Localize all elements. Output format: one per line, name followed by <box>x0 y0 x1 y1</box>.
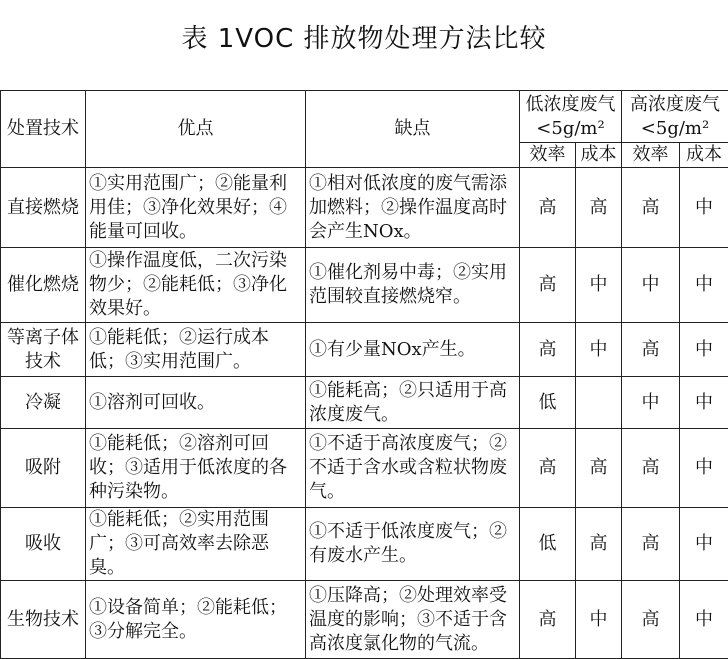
row-tech: 生物技术 <box>1 581 86 659</box>
row-tech: 催化燃烧 <box>1 248 86 323</box>
row-pros: ①能耗低；②运行成本低；③实用范围广。 <box>86 323 306 377</box>
row-cost-high: 中 <box>680 377 728 429</box>
header-low-concentration <box>520 91 622 143</box>
row-pros: ①操作温度低，二次污染物少；②能耗低；③净化效果好。 <box>86 248 306 323</box>
row-tech: 直接燃烧 <box>1 168 86 248</box>
header-pros: 优点 <box>86 91 306 168</box>
row-cost-low: 中 <box>576 248 622 323</box>
header-high-concentration <box>622 91 728 143</box>
row-tech: 冷凝 <box>1 377 86 429</box>
table-row <box>1 429 728 508</box>
row-cons: ①不适于高浓度废气；②不适于含水或含粒状物废气。 <box>306 429 520 508</box>
header-low-sub: <5g/m² <box>523 117 618 141</box>
table-row <box>1 377 728 429</box>
row-pros: ①溶剂可回收。 <box>86 377 306 429</box>
row-cons: ①压降高；②处理效率受温度的影响；③不适于含高浓度氯化物的气流。 <box>306 581 520 659</box>
row-eff-high: 高 <box>622 323 680 377</box>
row-cost-high: 中 <box>680 168 728 248</box>
row-eff-low: 低 <box>520 377 576 429</box>
row-eff-low: 高 <box>520 581 576 659</box>
row-tech: 等离子体技术 <box>1 323 86 377</box>
table-row <box>1 168 728 248</box>
header-cons: 缺点 <box>306 91 520 168</box>
row-cost-high: 中 <box>680 508 728 581</box>
row-pros: ①设备简单；②能耗低；③分解完全。 <box>86 581 306 659</box>
table-row <box>1 323 728 377</box>
row-cons: ①催化剂易中毒；②实用范围较直接燃烧窄。 <box>306 248 520 323</box>
row-eff-high: 高 <box>622 429 680 508</box>
header-cost-high: 成本 <box>680 143 728 168</box>
row-cost-low: 高 <box>576 168 622 248</box>
row-eff-high: 中 <box>622 377 680 429</box>
row-cons: ①相对低浓度的废气需添加燃料；②操作温度高时会产生NOx。 <box>306 168 520 248</box>
row-eff-low: 高 <box>520 323 576 377</box>
header-eff-low: 效率 <box>520 143 576 168</box>
header-eff-high: 效率 <box>622 143 680 168</box>
row-pros: ①能耗低；②实用范围广；③可高效率去除恶臭。 <box>86 508 306 581</box>
row-eff-low: 高 <box>520 168 576 248</box>
row-cost-low <box>576 377 622 429</box>
row-eff-high: 高 <box>622 581 680 659</box>
row-pros: ①实用范围广；②能量利用佳；③净化效果好；④能量可回收。 <box>86 168 306 248</box>
row-pros: ①能耗低；②溶剂可回收；③适用于低浓度的各种污染物。 <box>86 429 306 508</box>
row-eff-high: 高 <box>622 508 680 581</box>
table-row <box>1 508 728 581</box>
table-title: 表 1VOC 排放物处理方法比较 <box>0 18 728 55</box>
row-cons: ①能耗高；②只适用于高浓度废气。 <box>306 377 520 429</box>
row-cost-low: 中 <box>576 323 622 377</box>
row-cost-high: 中 <box>680 581 728 659</box>
header-high-group: 高浓度废气 <box>625 93 725 117</box>
table-row <box>1 248 728 323</box>
header-high-sub: <5g/m² <box>625 117 725 141</box>
row-cost-high: 中 <box>680 429 728 508</box>
row-tech: 吸附 <box>1 429 86 508</box>
row-tech: 吸收 <box>1 508 86 581</box>
header-low-group: 低浓度废气 <box>523 93 618 117</box>
row-cons: ①有少量NOx产生。 <box>306 323 520 377</box>
row-cost-low: 高 <box>576 429 622 508</box>
row-eff-low: 低 <box>520 508 576 581</box>
row-eff-low: 高 <box>520 429 576 508</box>
table-row <box>1 581 728 659</box>
row-cons: ①不适于低浓度废气；②有废水产生。 <box>306 508 520 581</box>
header-cost-low: 成本 <box>576 143 622 168</box>
row-eff-low: 高 <box>520 248 576 323</box>
header-tech: 处置技术 <box>1 91 86 168</box>
row-cost-high: 中 <box>680 248 728 323</box>
row-eff-high: 高 <box>622 168 680 248</box>
row-cost-low: 高 <box>576 508 622 581</box>
row-eff-high: 中 <box>622 248 680 323</box>
comparison-table <box>0 90 728 659</box>
row-cost-low: 中 <box>576 581 622 659</box>
row-cost-high: 中 <box>680 323 728 377</box>
